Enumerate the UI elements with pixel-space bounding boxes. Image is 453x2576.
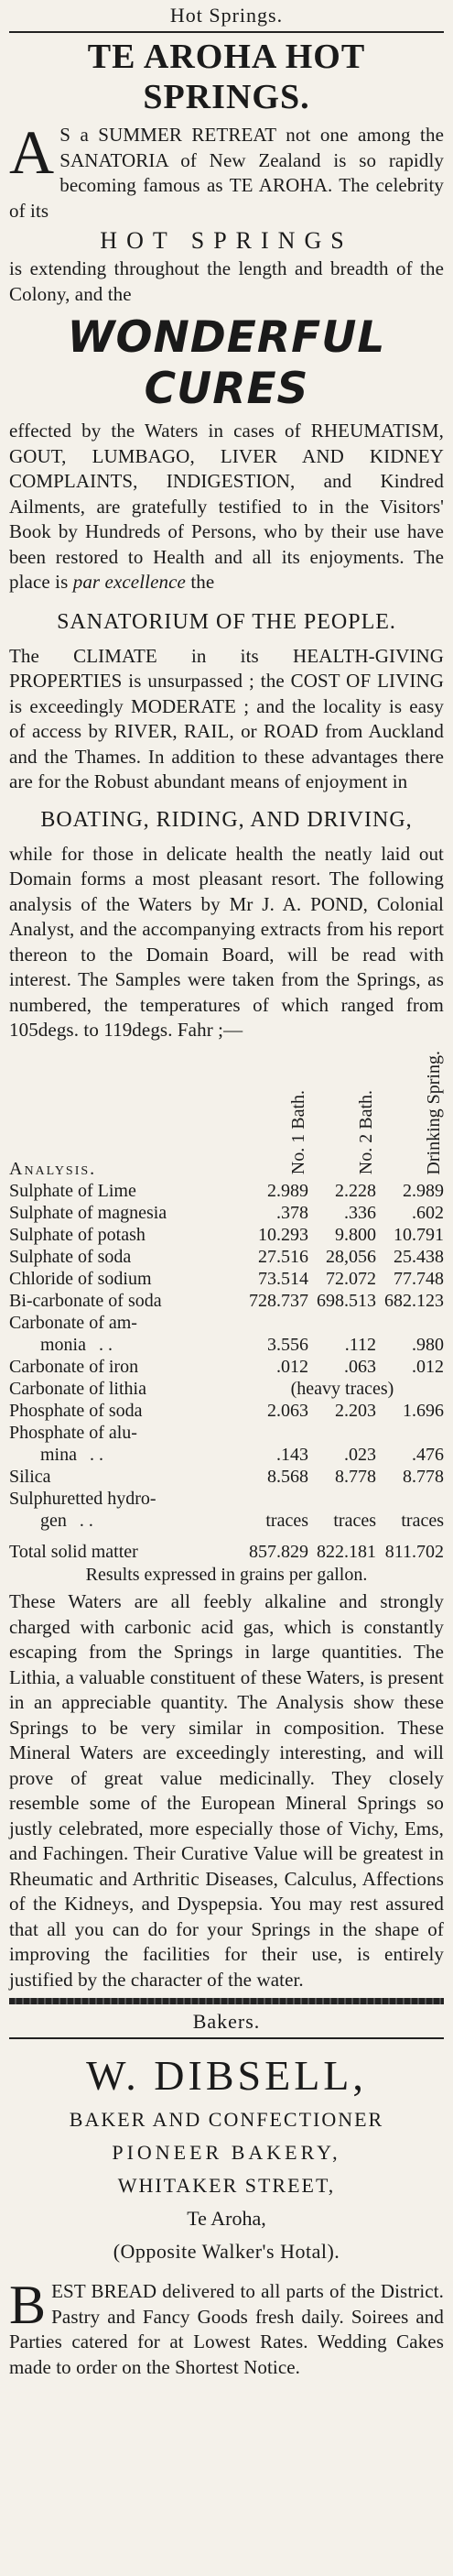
analysis-value: 728.737 (249, 1291, 308, 1312)
results-note: Results expressed in grains per gallon. (85, 1565, 368, 1586)
thick-divider (9, 1998, 444, 2004)
baker-paragraph (9, 2275, 444, 2380)
closing-paragraph: These Waters are all feebly alkaline and strongly charged with carbonic acid gas, which is constantly escaping from the Springs in large quantities. The Lithia, a valuable constituent of these Waters, is present in an appreciable quantity. The Analysis show these Springs to be very similar in composition. These Mineral Waters are exceedingly interesting, and will prove of great value medicinally. They closely resemble some of the European Mineral Springs so justly celebrated, more especially those of Vichy, Ems, and Fachingen. Their Curative Value will be greatest in Rheumatic and Arthritic Diseases, Calculus, Affections of the Kidneys, and Dyspepsia. You may rest assured that all you can do for your Springs in the shape of improving the facilities for their use, is entirely justified by the character of the water. (9, 1590, 444, 1991)
analysis-row-label: Sulphate of soda (9, 1247, 132, 1268)
analysis-value: traces (265, 1511, 308, 1532)
analysis-note: (heavy traces) (290, 1379, 394, 1400)
analysis-value: .476 (412, 1445, 444, 1466)
newspaper-column (9, 0, 444, 2576)
analysis-value: 10.791 (394, 1225, 444, 1246)
baker-name: W. DIBSELL, (86, 2052, 367, 2100)
analysis-value: .023 (344, 1445, 376, 1466)
analysis-value: .012 (412, 1357, 444, 1378)
intro-text: S a SUMMER RETREAT not one among the SANATORIA of New Zealand is so rapidly becoming famous as TE AROHA. The celebrity of its (9, 124, 444, 222)
analysis-value: 25.438 (394, 1247, 444, 1268)
intro-paragraph (9, 117, 444, 224)
par-excellence: par excellence (72, 571, 186, 593)
analysis-row-label: Phosphate of soda (9, 1401, 143, 1422)
analysis-row-label-cont (9, 1510, 241, 1532)
analysis-row-label: Bi-carbonate of soda (9, 1291, 162, 1312)
analysis-value: traces (401, 1511, 444, 1532)
hot-springs-heading: HOT SPRINGS (100, 227, 353, 254)
analysis-value: .980 (412, 1335, 444, 1356)
domain-paragraph: while for those in delicate health the neatly laid out Domain forms a most pleasant resort. The following analysis of the Waters by Mr J. A. POND, Colonial Analyst, and the accompanying extracts from his report thereon to the Domain Board, will be read with interest. The Samples were taken from the Springs, as numbered, the temperatures of which ranged from 105degs. to 119degs. Fahr ;— (9, 842, 444, 1041)
analysis-value: 682.123 (384, 1291, 444, 1312)
boating-heading: BOATING, RIDING, AND DRIVING, (40, 807, 413, 832)
ad-title: TE AROHA HOT SPRINGS. (87, 38, 366, 116)
analysis-value: 10.293 (258, 1225, 308, 1246)
analysis-value: 2.989 (267, 1181, 308, 1202)
total-value: 857.829 (249, 1542, 308, 1563)
analysis-value: 2.228 (335, 1181, 376, 1202)
climate-paragraph: The CLIMATE in its HEALTH-GIVING PROPERTIES is unsurpassed ; the COST OF LIVING is exceedingly MODERATE ; and the locality is easy of access by RIVER, RAIL, or ROAD from Auckland and the Thames. In addition to these advantages there are for the Robust abundant means of enjoyment in (9, 644, 444, 792)
analysis-row (9, 1334, 444, 1356)
wonderful-cures-heading: WONDERFUL CURES (67, 312, 386, 414)
analysis-value: .012 (276, 1357, 308, 1378)
analysis-row-label-cont-text: mina (40, 1445, 77, 1466)
section-heading-bakers: Bakers. (192, 2010, 261, 2034)
analysis-row-label-cont (9, 1334, 241, 1356)
cures-text: effected by the Waters in cases of RHEUMATISM, GOUT, LUMBAGO, LIVER AND KIDNEY COMPLAINTS, INDIGESTION, and Kindred Ailments, are gratefully testified to in the Visitors' Book by Hundreds of Persons, who by their use have been restored to Health and all its enjoyments. The place is (9, 420, 444, 593)
bakery-town: Te Aroha, (187, 2207, 266, 2231)
bakery-location: (Opposite Walker's Hotal). (113, 2240, 340, 2264)
analysis-value: .112 (344, 1335, 376, 1356)
analysis-row (9, 1224, 444, 1246)
divider (9, 31, 444, 33)
analysis-row (9, 1510, 444, 1532)
analysis-value: 2.203 (335, 1401, 376, 1422)
analysis-row (9, 1312, 444, 1334)
divider (9, 2037, 444, 2039)
analysis-body (9, 1180, 444, 1532)
analysis-row-label: Sulphate of magnesia (9, 1203, 167, 1224)
sanatorium-heading: SANATORIUM OF THE PEOPLE. (57, 609, 396, 634)
analysis-row-label: Sulphate of potash (9, 1225, 146, 1246)
analysis-value: 72.072 (326, 1269, 376, 1290)
total-row (9, 1532, 444, 1563)
analysis-value: .063 (344, 1357, 376, 1378)
dropcap-b: B (9, 2275, 47, 2336)
analysis-value: 2.063 (267, 1401, 308, 1422)
analysis-value: .602 (412, 1203, 444, 1224)
analysis-row (9, 1378, 444, 1400)
analysis-value: 698.513 (317, 1291, 376, 1312)
analysis-value: 8.568 (267, 1467, 308, 1488)
bakery-name: PIONEER BAKERY, (112, 2141, 341, 2165)
column-header-no1-bath: No. 1 Bath. (288, 1089, 308, 1175)
analysis-table (9, 1051, 444, 1564)
analysis-value: 2.989 (403, 1181, 444, 1202)
total-value: 822.181 (317, 1542, 376, 1563)
analysis-value: 77.748 (394, 1269, 444, 1290)
analysis-row (9, 1488, 444, 1510)
analysis-value: 27.516 (258, 1247, 308, 1268)
analysis-value: .378 (276, 1203, 308, 1224)
analysis-row (9, 1290, 444, 1312)
analysis-row-label: Sulphate of Lime (9, 1181, 136, 1202)
analysis-row-label: Sulphuretted hydro- (9, 1489, 156, 1510)
baker-text: EST BREAD delivered to all parts of the District. Pastry and Fancy Goods fresh daily. Soirees and Parties catered for at Lowest Rates. Wedding Cakes made to order on the Shortest Notice. (9, 2280, 444, 2378)
analysis-value: 1.696 (403, 1401, 444, 1422)
total-label: Total solid matter (9, 1542, 138, 1563)
column-header-no2-bath: No. 2 Bath. (356, 1089, 376, 1175)
analysis-row-label: Phosphate of alu- (9, 1423, 137, 1444)
cures-paragraph (9, 419, 444, 595)
analysis-row-label: Carbonate of iron (9, 1357, 139, 1378)
analysis-row (9, 1422, 444, 1444)
analysis-row (9, 1246, 444, 1268)
section-heading-hot-springs: Hot Springs. (169, 4, 284, 27)
leader-dots: . . (90, 1445, 103, 1466)
extending-paragraph: is extending throughout the length and breadth of the Colony, and the (9, 257, 444, 305)
bakery-street: WHITAKER STREET, (117, 2174, 336, 2198)
analysis-row-label-cont (9, 1444, 241, 1466)
analysis-row (9, 1444, 444, 1466)
analysis-value: .143 (276, 1445, 308, 1466)
analysis-row (9, 1356, 444, 1378)
analysis-value: 8.778 (403, 1467, 444, 1488)
analysis-row (9, 1202, 444, 1224)
analysis-value: 3.556 (267, 1335, 308, 1356)
leader-dots: . . (79, 1511, 93, 1532)
analysis-row-label: Carbonate of am- (9, 1313, 137, 1334)
analysis-value: 8.778 (335, 1467, 376, 1488)
analysis-row-label-cont-text: monia (40, 1335, 86, 1356)
analysis-row (9, 1180, 444, 1202)
analysis-row-label: Carbonate of lithia (9, 1379, 146, 1400)
analysis-value: 9.800 (335, 1225, 376, 1246)
analysis-value: traces (333, 1511, 376, 1532)
analysis-row (9, 1400, 444, 1422)
analysis-row (9, 1268, 444, 1290)
analysis-value: 28,056 (326, 1247, 376, 1268)
analysis-value: .336 (344, 1203, 376, 1224)
dropcap-a: A (9, 117, 55, 187)
total-value: 811.702 (384, 1542, 444, 1563)
baker-trade: BAKER AND CONFECTIONER (69, 2108, 384, 2132)
analysis-row-label: Chloride of sodium (9, 1269, 152, 1290)
analysis-row (9, 1466, 444, 1488)
analysis-title: Analysis. (9, 1159, 97, 1180)
leader-dots: . . (99, 1335, 113, 1356)
analysis-row-label-cont-text: gen (40, 1511, 67, 1532)
column-header-drinking-spring: Drinking Spring. (424, 1050, 444, 1175)
analysis-row-label: Silica (9, 1467, 51, 1488)
analysis-value: 73.514 (258, 1269, 308, 1290)
the-text: the (190, 571, 215, 593)
